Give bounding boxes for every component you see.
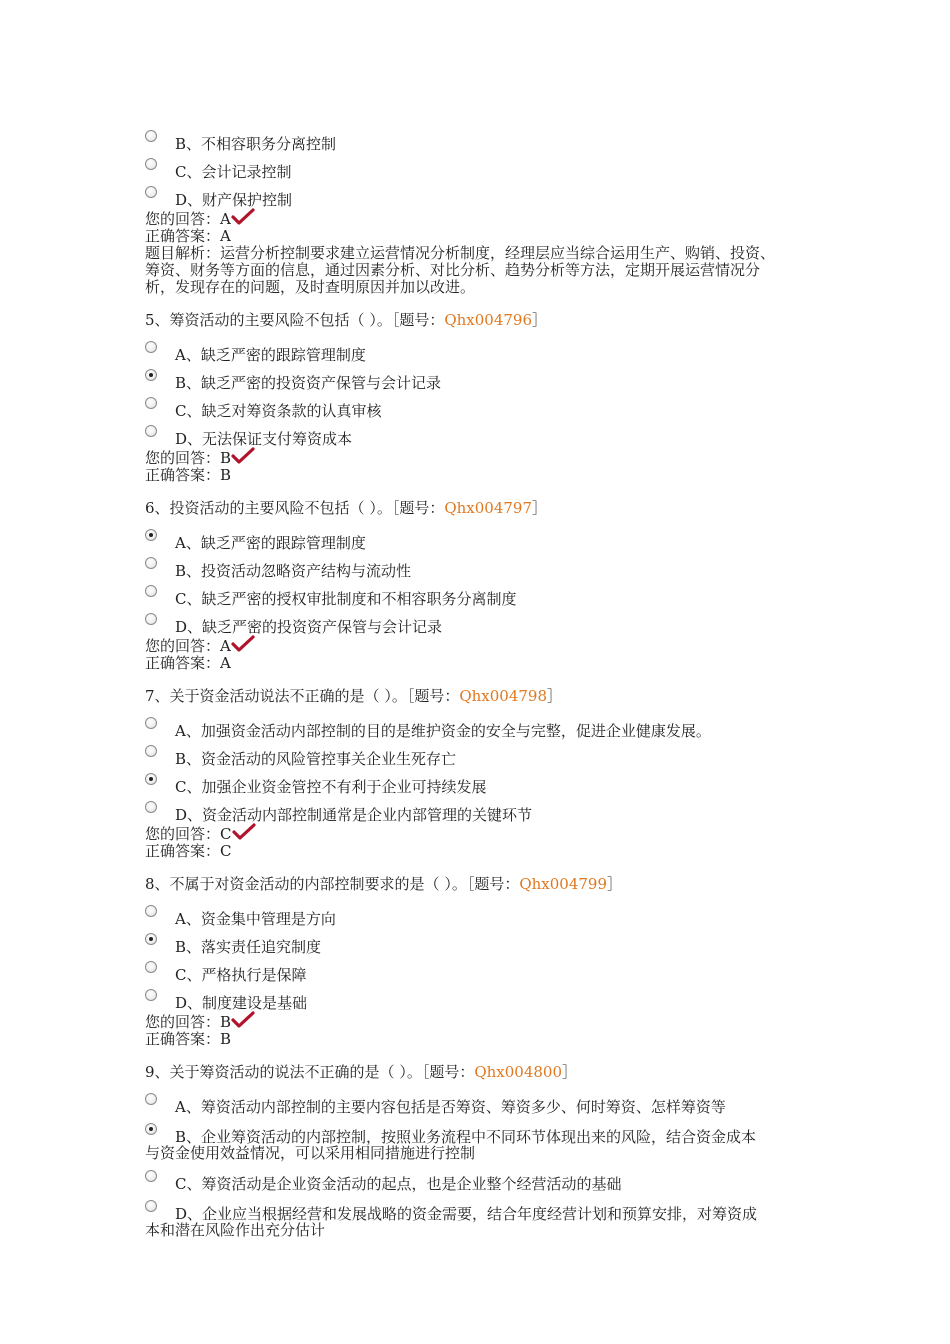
option-label: C、加强企业资金管控不有利于企业可持续发展 (175, 778, 487, 796)
radio-unchecked-icon[interactable] (145, 989, 157, 1001)
option-label: A、筹资活动内部控制的主要内容包括是否筹资、筹资多少、何时筹资、怎样筹资等 (175, 1098, 726, 1116)
option-d[interactable] (145, 180, 825, 208)
correct-answer-label: 正确答案： (145, 654, 221, 672)
correct-answer-line (145, 843, 825, 860)
option-label: A、缺乏严密的跟踪管理制度 (175, 346, 366, 364)
radio-unchecked-icon[interactable] (145, 158, 157, 170)
quiz-content (145, 124, 825, 1241)
radio-unchecked-icon[interactable] (145, 130, 157, 142)
answer-option[interactable] (145, 711, 825, 739)
option-label: C、严格执行是保障 (175, 966, 307, 984)
checkmark-icon (231, 208, 255, 226)
correct-answer-line (145, 1031, 825, 1048)
correct-answer-line (145, 655, 825, 672)
option-label: D、财产保护控制 (175, 191, 293, 209)
radio-checked-icon[interactable] (145, 773, 157, 785)
question-text: 8、不属于对资金活动的内部控制要求的是（ ）。［题号： (145, 875, 520, 893)
question-block (145, 876, 825, 1048)
answer-option[interactable] (145, 1117, 825, 1162)
question-title (145, 500, 825, 517)
option-label: D、制度建设是基础 (175, 994, 308, 1012)
option-c[interactable] (145, 152, 825, 180)
question-title (145, 1064, 825, 1081)
question-block (145, 312, 825, 484)
question-suffix: ］ (547, 687, 563, 705)
analysis-line: 析，发现存在的问题，及时查明原因并加以改进。 (145, 278, 476, 296)
question-suffix: ］ (607, 875, 623, 893)
your-answer-label: 您的回答： (145, 825, 221, 843)
question-code: Qhx004798 (459, 687, 548, 705)
correct-answer-label: 正确答案： (145, 466, 221, 484)
option-label: D、缺乏严密的投资资产保管与会计记录 (175, 618, 443, 636)
option-label: D、资金活动内部控制通常是企业内部管理的关键环节 (175, 806, 533, 824)
checkmark-icon (232, 823, 256, 841)
answer-option[interactable] (145, 335, 825, 363)
your-answer-value: C (220, 825, 232, 843)
correct-answer-value: A (220, 227, 231, 245)
analysis-line: 题目解析：运营分析控制要求建立运营情况分析制度，经理层应当综合运用生产、购销、投资、 (145, 244, 776, 262)
correct-answer-value: C (220, 842, 232, 860)
question-title (145, 312, 825, 329)
answer-option[interactable] (145, 363, 825, 391)
option-label: D、无法保证支付筹资成本 (175, 430, 353, 448)
answer-option[interactable] (145, 1164, 825, 1192)
question-text: 6、投资活动的主要风险不包括（ ）。［题号： (145, 499, 445, 517)
option-label: B、资金活动的风险管控事关企业生死存亡 (175, 750, 457, 768)
question-title (145, 688, 825, 705)
radio-unchecked-icon[interactable] (145, 425, 157, 437)
option-label: B、缺乏严密的投资资产保管与会计记录 (175, 374, 442, 392)
option-label: A、加强资金活动内部控制的目的是维护资金的安全与完整，促进企业健康发展。 (175, 722, 711, 740)
answer-option[interactable] (145, 607, 825, 635)
question-code: Qhx004796 (444, 311, 533, 329)
radio-checked-icon[interactable] (145, 1123, 157, 1135)
correct-answer-value: A (220, 654, 231, 672)
answer-option[interactable] (145, 983, 825, 1011)
radio-unchecked-icon[interactable] (145, 905, 157, 917)
option-label-continued: 本和潜在风险作出充分估计 (145, 1221, 326, 1239)
question-suffix: ］ (532, 311, 548, 329)
option-label: A、资金集中管理是方向 (175, 910, 336, 928)
question-code: Qhx004800 (474, 1063, 563, 1081)
answer-option[interactable] (145, 955, 825, 983)
your-answer-value: B (220, 1013, 232, 1031)
your-answer-line (145, 635, 825, 655)
checkmark-icon (231, 447, 255, 465)
correct-answer-label: 正确答案： (145, 227, 221, 245)
option-label: B、投资活动忽略资产结构与流动性 (175, 562, 412, 580)
radio-unchecked-icon[interactable] (145, 1093, 157, 1105)
radio-checked-icon[interactable] (145, 529, 157, 541)
question-title (145, 876, 825, 893)
option-label: B、不相容职务分离控制 (175, 135, 337, 153)
answer-option[interactable] (145, 739, 825, 767)
question-text: 5、筹资活动的主要风险不包括（ ）。［题号： (145, 311, 445, 329)
answer-option[interactable] (145, 927, 825, 955)
correct-answer-label: 正确答案： (145, 842, 221, 860)
question-suffix: ］ (562, 1063, 578, 1081)
radio-unchecked-icon[interactable] (145, 1170, 157, 1182)
option-label: C、缺乏严密的授权审批制度和不相容职务分离制度 (175, 590, 517, 608)
option-label: B、落实责任追究制度 (175, 938, 322, 956)
radio-unchecked-icon[interactable] (145, 557, 157, 569)
radio-unchecked-icon[interactable] (145, 397, 157, 409)
answer-option[interactable] (145, 1194, 825, 1239)
radio-unchecked-icon[interactable] (145, 613, 157, 625)
radio-unchecked-icon[interactable] (145, 1200, 157, 1212)
option-label: B、企业筹资活动的内部控制，按照业务流程中不同环节体现出来的风险，结合资金成本 (175, 1128, 757, 1146)
answer-option[interactable] (145, 1087, 825, 1115)
answer-option[interactable] (145, 551, 825, 579)
question-suffix: ］ (532, 499, 548, 517)
your-answer-value: A (220, 210, 231, 228)
question-text: 7、关于资金活动说法不正确的是（ ）。［题号： (145, 687, 460, 705)
question-list (145, 312, 825, 1048)
your-answer-line (145, 208, 825, 228)
your-answer-line (145, 1011, 825, 1031)
checkmark-icon (231, 1011, 255, 1029)
radio-unchecked-icon[interactable] (145, 961, 157, 973)
radio-unchecked-icon[interactable] (145, 801, 157, 813)
radio-checked-icon[interactable] (145, 369, 157, 381)
your-answer-value: A (220, 637, 231, 655)
checkmark-icon (231, 635, 255, 653)
your-answer-line (145, 447, 825, 467)
option-label: C、会计记录控制 (175, 163, 292, 181)
question-code: Qhx004797 (444, 499, 533, 517)
radio-unchecked-icon[interactable] (145, 186, 157, 198)
correct-answer-value: B (220, 466, 232, 484)
correct-answer-line (145, 467, 825, 484)
radio-unchecked-icon[interactable] (145, 745, 157, 757)
partial-question (145, 124, 825, 296)
analysis-text (145, 245, 825, 296)
option-label: A、缺乏严密的跟踪管理制度 (175, 534, 366, 552)
answer-option[interactable] (145, 795, 825, 823)
answer-option[interactable] (145, 899, 825, 927)
question-block (145, 688, 825, 860)
option-b[interactable] (145, 124, 825, 152)
question-9 (145, 1064, 825, 1239)
your-answer-value: B (220, 449, 232, 467)
correct-answer-label: 正确答案： (145, 1030, 221, 1048)
answer-option[interactable] (145, 579, 825, 607)
question-block (145, 500, 825, 672)
option-label: C、缺乏对筹资条款的认真审核 (175, 402, 382, 420)
option-label: D、企业应当根据经营和发展战略的资金需要，结合年度经营计划和预算安排，对筹资成 (175, 1205, 758, 1223)
your-answer-line (145, 823, 825, 843)
radio-unchecked-icon[interactable] (145, 341, 157, 353)
question-code: Qhx004799 (519, 875, 608, 893)
option-label-continued: 与资金使用效益情况，可以采用相同措施进行控制 (145, 1144, 476, 1162)
analysis-line: 筹资、财务等方面的信息，通过因素分析、对比分析、趋势分析等方法，定期开展运营情况分 (145, 261, 761, 279)
answer-option[interactable] (145, 391, 825, 419)
answer-option[interactable] (145, 523, 825, 551)
your-answer-label: 您的回答： (145, 210, 221, 228)
correct-answer-value: B (220, 1030, 232, 1048)
answer-option[interactable] (145, 419, 825, 447)
answer-option[interactable] (145, 767, 825, 795)
radio-unchecked-icon[interactable] (145, 717, 157, 729)
option-label: C、筹资活动是企业资金活动的起点，也是企业整个经营活动的基础 (175, 1175, 622, 1193)
your-answer-label: 您的回答： (145, 449, 221, 467)
radio-unchecked-icon[interactable] (145, 585, 157, 597)
your-answer-label: 您的回答： (145, 637, 221, 655)
question-text: 9、关于筹资活动的说法不正确的是（ ）。［题号： (145, 1063, 475, 1081)
correct-answer-line (145, 228, 825, 245)
your-answer-label: 您的回答： (145, 1013, 221, 1031)
radio-checked-icon[interactable] (145, 933, 157, 945)
